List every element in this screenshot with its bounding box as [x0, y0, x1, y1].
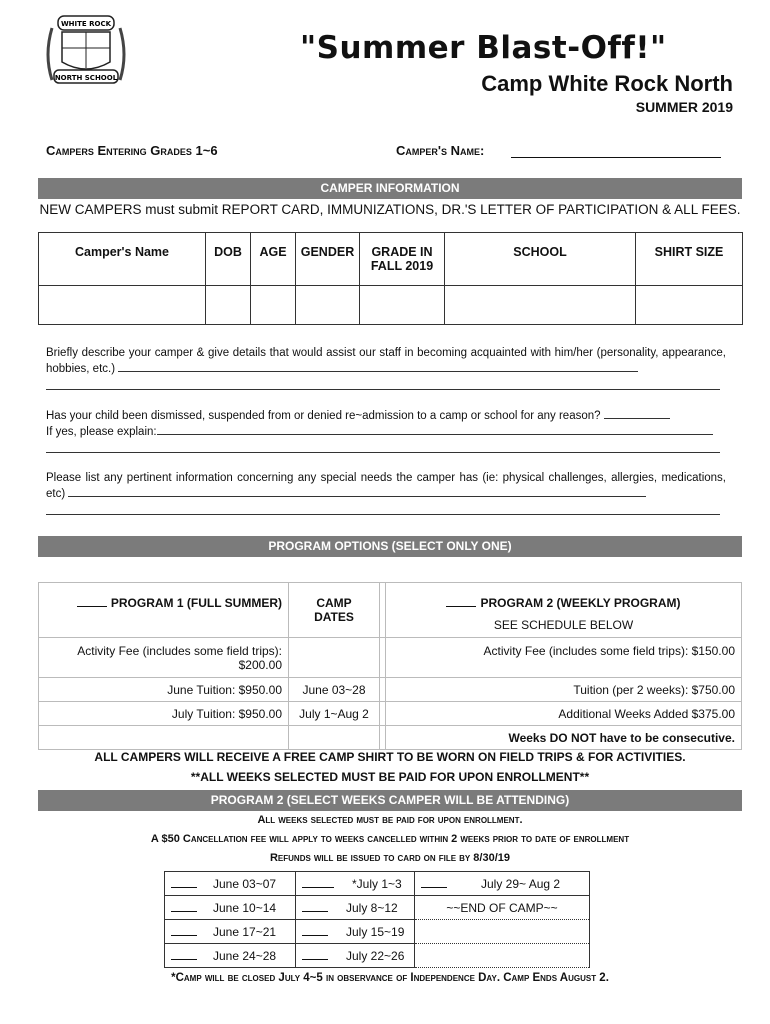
camper-info-table — [38, 232, 743, 325]
week-cell[interactable]: June 24~28 — [165, 944, 296, 968]
col-campers-name: Camper's Name — [39, 233, 206, 286]
program1-select[interactable] — [77, 596, 107, 607]
input-grade[interactable] — [360, 286, 445, 325]
svg-text:NORTH SCHOOL: NORTH SCHOOL — [54, 74, 118, 82]
week-cell[interactable]: July 8~12 — [296, 896, 415, 920]
explain-line-2[interactable] — [46, 452, 720, 453]
col-grade: GRADE IN FALL 2019 — [360, 233, 445, 286]
closure-footer: *Camp will be closed July 4~5 in observance of Independence Day. Camp Ends August 2. — [171, 972, 609, 984]
program2-select[interactable] — [446, 596, 476, 607]
question-describe: Briefly describe your camper & give details that would assist our staff in becoming acquainted with him/her (personality, appearance, hobbies, etc.) — [46, 347, 726, 375]
program2-additional-weeks: Additional Weeks Added $375.00 — [386, 702, 742, 726]
campers-name-field[interactable] — [511, 157, 721, 158]
program2-line2: A $50 Cancellation fee will apply to weeks cancelled within 2 weeks prior to date of enrollment — [150, 833, 630, 845]
input-gender[interactable] — [296, 286, 360, 325]
describe-line[interactable] — [118, 361, 638, 372]
input-shirt-size[interactable] — [636, 286, 743, 325]
program1-july-tuition: July Tuition: $950.00 — [39, 702, 289, 726]
week-cell[interactable]: June 17~21 — [165, 920, 296, 944]
program-options-table — [38, 582, 742, 750]
program-options-bar: PROGRAM OPTIONS (SELECT ONLY ONE) — [38, 536, 742, 557]
col-age: AGE — [251, 233, 296, 286]
col-gender: GENDER — [296, 233, 360, 286]
program2-activity-fee: Activity Fee (includes some field trips): $150.00 — [386, 638, 742, 678]
col-shirt-size: SHIRT SIZE — [636, 233, 743, 286]
camper-info-bar: CAMPER INFORMATION — [38, 178, 742, 199]
question-explain: If yes, please explain: — [46, 424, 726, 440]
program2-line3: Refunds will be issued to card on file by 8/30/19 — [269, 852, 510, 864]
dismissed-answer[interactable] — [604, 408, 670, 419]
week-cell[interactable]: July 29~ Aug 2 — [415, 872, 590, 896]
grades-label: Campers Entering Grades 1~6 — [46, 143, 218, 158]
input-dob[interactable] — [206, 286, 251, 325]
page-title: "Summer Blast-Off!" — [300, 30, 667, 66]
program2-line1: All weeks selected must be paid for upon enrollment. — [257, 814, 523, 826]
june-dates: June 03~28 — [289, 678, 380, 702]
special-needs-line[interactable] — [68, 486, 646, 497]
weeks-table — [164, 871, 590, 968]
camp-name: Camp White Rock North — [481, 71, 733, 96]
end-of-camp: ~~END OF CAMP~~ — [415, 896, 590, 920]
week-cell[interactable]: June 03~07 — [165, 872, 296, 896]
program2-header: PROGRAM 2 (WEEKLY PROGRAM) SEE SCHEDULE BELOW — [386, 583, 742, 638]
svg-text:WHITE ROCK: WHITE ROCK — [60, 20, 112, 28]
program1-june-tuition: June Tuition: $950.00 — [39, 678, 289, 702]
week-cell[interactable]: July 22~26 — [296, 944, 415, 968]
col-dob: DOB — [206, 233, 251, 286]
week-cell[interactable]: *July 1~3 — [296, 872, 415, 896]
input-campers-name[interactable] — [39, 286, 206, 325]
shirt-notice: ALL CAMPERS WILL RECEIVE A FREE CAMP SHIRT TO BE WORN ON FIELD TRIPS & FOR ACTIVITIES. — [94, 750, 686, 764]
program2-sub: SEE SCHEDULE BELOW — [493, 618, 634, 632]
program2-bar: PROGRAM 2 (SELECT WEEKS CAMPER WILL BE ATTENDING) — [38, 790, 742, 811]
question-dismissed: Has your child been dismissed, suspended from or denied re~admission to a camp or school for any reason? — [46, 408, 726, 424]
july-dates: July 1~Aug 2 — [289, 702, 380, 726]
week-cell[interactable]: June 10~14 — [165, 896, 296, 920]
week-cell[interactable]: July 15~19 — [296, 920, 415, 944]
describe-line-2[interactable] — [46, 389, 720, 390]
special-needs-line-2[interactable] — [46, 514, 720, 515]
season-label: SUMMER 2019 — [635, 99, 733, 115]
input-school[interactable] — [445, 286, 636, 325]
col-school: SCHOOL — [445, 233, 636, 286]
question-special-needs: Please list any pertinent information concerning any special needs the camper has (ie: physical challenges, allergies, medications, etc) — [46, 472, 726, 500]
program1-activity-fee: Activity Fee (includes some field trips): $200.00 — [39, 638, 289, 678]
input-age[interactable] — [251, 286, 296, 325]
paid-notice: **ALL WEEKS SELECTED MUST BE PAID FOR UPON ENROLLMENT** — [190, 770, 590, 784]
camp-dates-header: CAMP DATES — [289, 583, 380, 638]
new-campers-note: NEW CAMPERS must submit REPORT CARD, IMMUNIZATIONS, DR.'S LETTER OF PARTICIPATION & ALL FEES. — [39, 202, 741, 217]
campers-name-label: Camper's Name: — [396, 143, 485, 158]
school-logo — [42, 10, 130, 92]
program1-header: PROGRAM 1 (FULL SUMMER) — [39, 583, 289, 638]
weeks-note: Weeks DO NOT have to be consecutive. — [386, 726, 742, 750]
program2-tuition: Tuition (per 2 weeks): $750.00 — [386, 678, 742, 702]
explain-line[interactable] — [157, 424, 713, 435]
